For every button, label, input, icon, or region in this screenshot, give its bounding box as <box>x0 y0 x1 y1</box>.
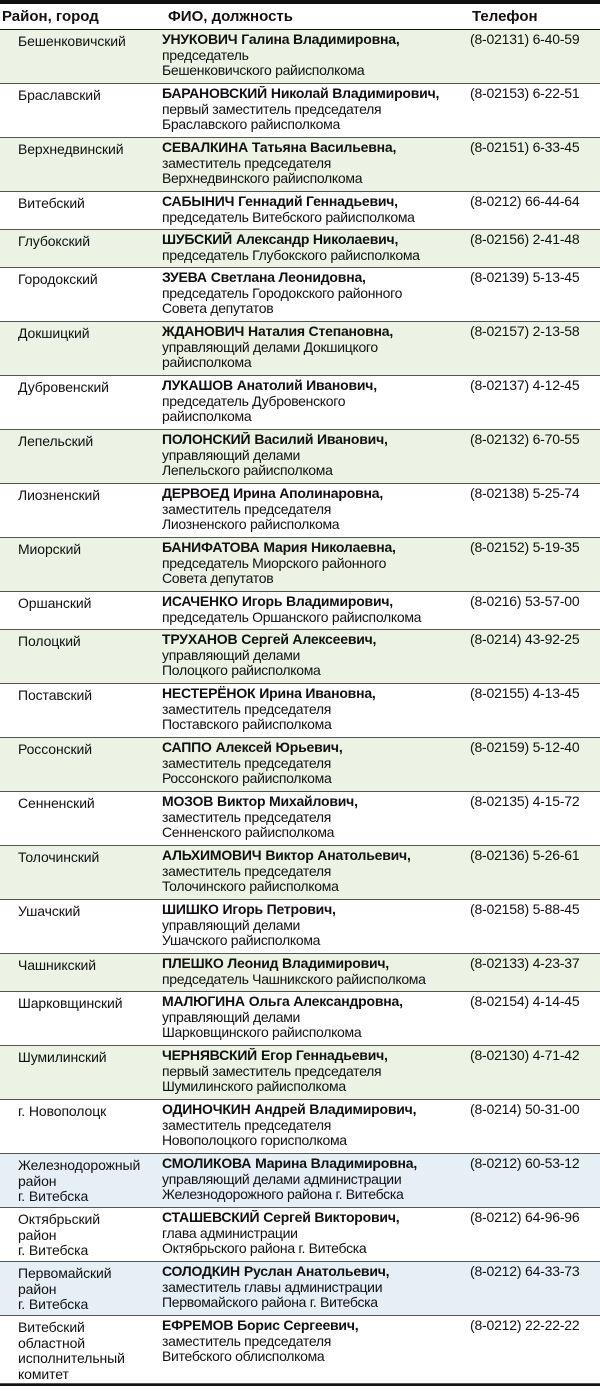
person-position: заместитель председателя Поставского райисполкома <box>162 700 332 733</box>
person-position: управляющий делами Полоцкого райисполкома <box>162 646 321 679</box>
person-given-names: Ирина Аполинаровна, <box>233 486 384 501</box>
table-row <box>0 992 600 1046</box>
phone-number: (8-0214) 43-92-25 <box>470 632 580 647</box>
person-surname: БАРАНОВСКИЙ <box>162 86 268 101</box>
table-row <box>0 138 600 192</box>
phone-number: (8-02153) 6-22-51 <box>470 86 580 101</box>
person-position: заместитель председателя Верхнедвинского райисполкома <box>162 154 363 187</box>
phone-number: (8-02151) 6-33-45 <box>470 140 580 155</box>
person-cell <box>162 686 468 736</box>
person-surname: ЕФРЕМОВ <box>162 1318 234 1333</box>
person-position: управляющий делами Докшицкого райисполкома <box>162 338 378 371</box>
table-row <box>0 430 600 484</box>
area-name: Городокский <box>18 271 98 287</box>
person-position: первый заместитель председателя Шумилинского райисполкома <box>162 1062 382 1095</box>
area-name: Оршанский <box>18 595 92 611</box>
phone-number: (8-02133) 4-23-37 <box>470 956 580 971</box>
phone-number: (8-02157) 2-13-58 <box>470 324 580 339</box>
area-name: Толочинский <box>18 849 100 865</box>
phone-number: (8-02152) 5-19-35 <box>470 540 580 555</box>
person-cell <box>162 594 468 628</box>
table-row <box>0 376 600 430</box>
person-surname: ОДИНОЧКИН <box>162 1102 251 1117</box>
person-position: заместитель главы администрации Первомайского района г. Витебска <box>162 1278 383 1311</box>
phone-number: (8-02135) 4-15-72 <box>470 794 580 809</box>
person-given-names: Борис Сергеевич, <box>237 1318 359 1333</box>
person-surname: БАНИФАТОВА <box>162 540 260 555</box>
person-given-names: Леонид Владимирович, <box>227 956 390 971</box>
person-surname: ИСАЧЕНКО <box>162 594 238 609</box>
person-given-names: Андрей Владимирович, <box>254 1102 417 1117</box>
person-surname: ЧЕРНЯВСКИЙ <box>162 1048 258 1063</box>
person-cell <box>162 232 468 266</box>
person-given-names: Николай Владимирович, <box>270 86 440 101</box>
person-cell <box>162 270 468 320</box>
person-position: первый заместитель председателя Браславского райисполкома <box>162 100 382 133</box>
area-name: Чашникский <box>18 957 96 973</box>
area-name: Дубровенский <box>18 379 109 395</box>
table-row <box>0 1046 600 1100</box>
person-given-names: Ирина Ивановна, <box>259 686 376 701</box>
area-name: Миорский <box>18 541 82 557</box>
person-given-names: Татьяна Васильевна, <box>251 140 397 155</box>
person-surname: ТРУХАНОВ <box>162 632 238 647</box>
header-person: ФИО, должность <box>168 8 293 25</box>
phone-number: (8-0212) 64-96-96 <box>470 1210 580 1225</box>
table-row <box>0 322 600 376</box>
table-row <box>0 1100 600 1154</box>
person-surname: МОЗОВ <box>162 794 214 809</box>
person-surname: МАЛЮГИНА <box>162 994 245 1009</box>
person-position: управляющий делами Шарковщинского райисполкома <box>162 1008 362 1041</box>
person-cell <box>162 1102 468 1152</box>
person-surname: ШУБСКИЙ <box>162 232 233 247</box>
phone-number: (8-02155) 4-13-45 <box>470 686 580 701</box>
phone-number: (8-0212) 60-53-12 <box>470 1156 580 1171</box>
area-name: Сенненский <box>18 795 95 811</box>
area-name: Бешенковичский <box>18 33 126 49</box>
area-name: Октябрьский район г. Витебска <box>18 1211 100 1259</box>
table-row <box>0 900 600 954</box>
table-row <box>0 1154 600 1208</box>
person-cell <box>162 194 468 228</box>
person-cell <box>162 432 468 482</box>
table-row <box>0 738 600 792</box>
phone-number: (8-02158) 5-88-45 <box>470 902 580 917</box>
table-row <box>0 846 600 900</box>
person-given-names: Василий Иванович, <box>254 432 388 447</box>
person-surname: САБЫНИЧ <box>162 194 235 209</box>
person-cell <box>162 1210 468 1260</box>
person-position: заместитель председателя Толочинского райисполкома <box>162 862 339 895</box>
person-cell <box>162 1156 468 1206</box>
person-given-names: Сергей Алексеевич, <box>241 632 377 647</box>
area-name: Полоцкий <box>18 633 81 649</box>
person-given-names: Ольга Александровна, <box>248 994 403 1009</box>
table-row <box>0 1208 600 1262</box>
area-name: Браславский <box>18 87 101 103</box>
bottom-rule <box>0 1384 600 1386</box>
person-position: заместитель председателя Россонского райисполкома <box>162 754 332 787</box>
person-given-names: Руслан Анатольевич, <box>243 1264 390 1279</box>
person-position: заместитель председателя Новополоцкого горисполкома <box>162 1116 347 1149</box>
person-cell <box>162 848 468 898</box>
table-row <box>0 484 600 538</box>
person-surname: ПОЛОНСКИЙ <box>162 432 251 447</box>
person-given-names: Анатолий Иванович, <box>236 378 377 393</box>
person-given-names: Мария Николаевна, <box>263 540 396 555</box>
person-given-names: Виктор Михайлович, <box>217 794 358 809</box>
person-given-names: Сергей Викторович, <box>263 1210 400 1225</box>
person-position: председатель Витебского райисполкома <box>162 208 415 225</box>
area-name: Шарковщинский <box>18 995 123 1011</box>
person-cell <box>162 794 468 844</box>
area-name: Россонский <box>18 741 92 757</box>
phone-number: (8-02139) 5-13-45 <box>470 270 580 285</box>
person-given-names: Егор Геннадьевич, <box>260 1048 388 1063</box>
person-position: председатель Глубокского райисполкома <box>162 246 420 263</box>
phone-number: (8-0212) 22-22-22 <box>470 1318 580 1333</box>
person-position: заместитель председателя Сенненского райисполкома <box>162 808 335 841</box>
phone-number: (8-0214) 50-31-00 <box>470 1102 580 1117</box>
phone-number: (8-02154) 4-14-45 <box>470 994 580 1009</box>
person-surname: ЗУЕВА <box>162 270 207 285</box>
person-cell <box>162 486 468 536</box>
area-name: Глубокский <box>18 233 90 249</box>
person-surname: ЛУКАШОВ <box>162 378 233 393</box>
person-cell <box>162 86 468 136</box>
person-given-names: Игорь Петрович, <box>222 902 336 917</box>
table-row <box>0 792 600 846</box>
person-position: глава администрации Октябрьского района г. Витебска <box>162 1224 367 1257</box>
phone-number: (8-02132) 6-70-55 <box>470 432 580 447</box>
person-position: председатель Чашникского райисполкома <box>162 970 426 987</box>
person-given-names: Светлана Леонидовна, <box>210 270 366 285</box>
person-surname: НЕСТЕРЁНОК <box>162 686 256 701</box>
table-row <box>0 684 600 738</box>
phone-number: (8-02130) 4-71-42 <box>470 1048 580 1063</box>
phone-number: (8-02137) 4-12-45 <box>470 378 580 393</box>
person-position: управляющий делами Ушачского райисполкома <box>162 916 321 949</box>
area-name: Ушачский <box>18 903 81 919</box>
area-name: Лепельский <box>18 433 94 449</box>
area-name: Верхнедвинский <box>18 141 124 157</box>
table-row <box>0 84 600 138</box>
header-area: Район, город <box>2 8 99 25</box>
table-row <box>0 1262 600 1316</box>
person-surname: ПЛЕШКО <box>162 956 224 971</box>
table-row <box>0 630 600 684</box>
person-given-names: Наталия Степановна, <box>248 324 394 339</box>
person-position: председатель Городокского районного Совета депутатов <box>162 284 403 317</box>
person-position: заместитель председателя Лиозненского райисполкома <box>162 500 340 533</box>
person-given-names: Игорь Владимирович, <box>241 594 393 609</box>
area-name: г. Новополоцк <box>18 1103 107 1119</box>
table-row <box>0 268 600 322</box>
person-given-names: Геннадий Геннадьевич, <box>238 194 398 209</box>
person-position: управляющий делами администрации Железнодорожного района г. Витебска <box>162 1170 404 1203</box>
table-row <box>0 1316 600 1384</box>
person-cell <box>162 902 468 952</box>
table-row <box>0 192 600 230</box>
person-cell <box>162 994 468 1044</box>
header-phone: Телефон <box>472 8 538 25</box>
person-surname: АЛЬХИМОВИЧ <box>162 848 262 863</box>
person-cell <box>162 378 468 428</box>
area-name: Витебский областной исполнительный комитет <box>18 1319 125 1382</box>
person-position: заместитель председателя Витебского облисполкома <box>162 1332 332 1365</box>
phone-number: (8-0212) 64-33-73 <box>470 1264 580 1279</box>
phone-number: (8-02131) 6-40-59 <box>470 32 580 47</box>
person-cell <box>162 1048 468 1098</box>
phone-number: (8-02136) 5-26-61 <box>470 848 580 863</box>
person-surname: СТАШЕВСКИЙ <box>162 1210 260 1225</box>
table-row <box>0 30 600 84</box>
area-name: Шумилинский <box>18 1049 107 1065</box>
person-cell <box>162 540 468 590</box>
person-surname: СЕВАЛКИНА <box>162 140 248 155</box>
person-given-names: Александр Николаевич, <box>235 232 399 247</box>
area-name: Железнодорожный район г. Витебска <box>18 1157 141 1205</box>
person-cell <box>162 740 468 790</box>
table-header <box>0 4 600 30</box>
person-surname: ДЕРВОЕД <box>162 486 230 501</box>
table-row <box>0 538 600 592</box>
area-name: Поставский <box>18 687 92 703</box>
phone-number: (8-02156) 2-41-48 <box>470 232 580 247</box>
person-surname: САППО <box>162 740 212 755</box>
person-cell <box>162 1318 468 1382</box>
phone-number: (8-0212) 66-44-64 <box>470 194 580 209</box>
person-surname: СМОЛИКОВА <box>162 1156 252 1171</box>
person-surname: ШИШКО <box>162 902 219 917</box>
area-name: Первомайский район г. Витебска <box>18 1265 112 1313</box>
person-surname: УНУКОВИЧ <box>162 32 238 47</box>
phone-number: (8-02138) 5-25-74 <box>470 486 580 501</box>
person-cell <box>162 140 468 190</box>
phone-number: (8-02159) 5-12-40 <box>470 740 580 755</box>
person-position: председатель Оршанского райисполкома <box>162 608 422 625</box>
person-given-names: Виктор Анатольевич, <box>265 848 411 863</box>
person-cell <box>162 1264 468 1314</box>
person-given-names: Марина Владимировна, <box>255 1156 418 1171</box>
person-cell <box>162 324 468 374</box>
person-surname: ЖДАНОВИЧ <box>162 324 245 339</box>
person-surname: СОЛОДКИН <box>162 1264 240 1279</box>
person-position: председатель Бешенковичского райисполкома <box>162 46 365 79</box>
person-position: председатель Дубровенского райисполкома <box>162 392 346 425</box>
person-cell <box>162 32 468 82</box>
phone-number: (8-0216) 53-57-00 <box>470 594 580 609</box>
person-given-names: Алексей Юрьевич, <box>215 740 343 755</box>
person-cell <box>162 956 468 990</box>
table-row <box>0 954 600 992</box>
person-position: управляющий делами Лепельского райисполкома <box>162 446 333 479</box>
person-cell <box>162 632 468 682</box>
table-row <box>0 230 600 268</box>
person-given-names: Галина Владимировна, <box>241 32 400 47</box>
table-body <box>0 30 600 1384</box>
area-name: Витебский <box>18 195 85 211</box>
area-name: Докшицкий <box>18 325 90 341</box>
area-name: Лиозненский <box>18 487 100 503</box>
person-position: председатель Миорского районного Совета депутатов <box>162 554 387 587</box>
table-row <box>0 592 600 630</box>
